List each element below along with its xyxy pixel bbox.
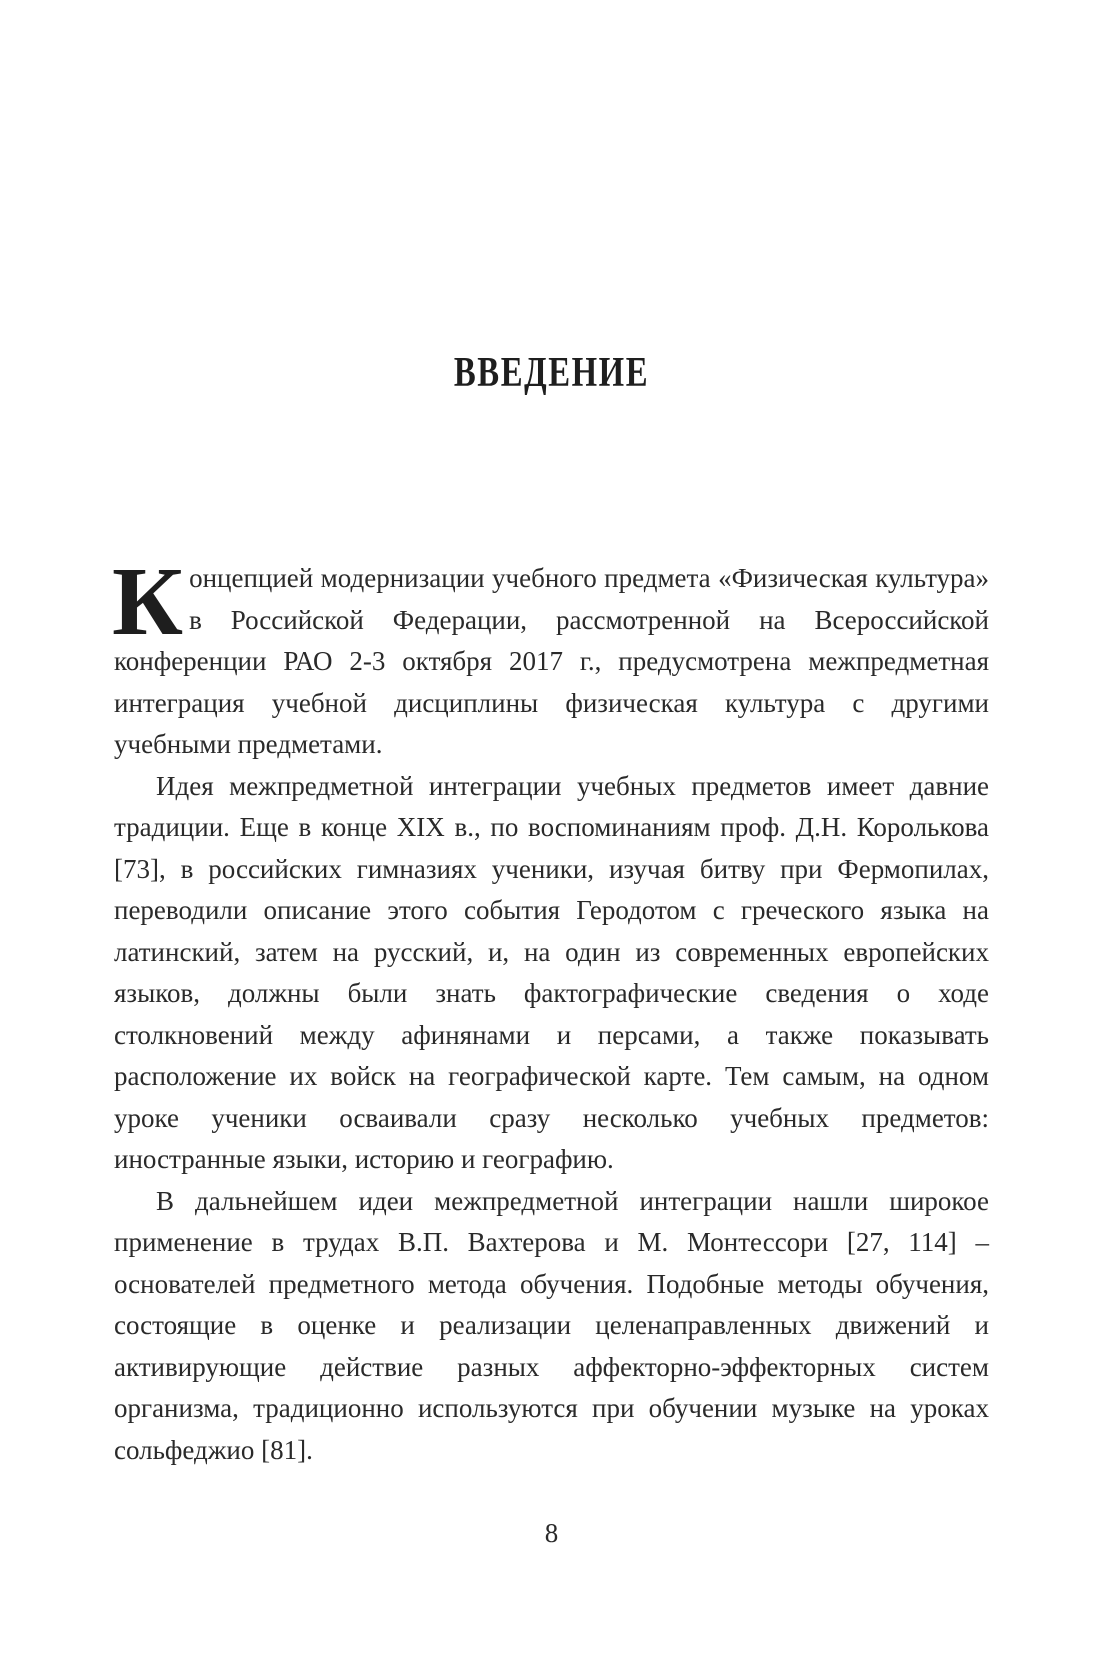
paragraph-2: Идея межпредметной интеграции учебных предметов имеет давние традиции. Еще в конце XIX в., по воспоминаниям проф. Д.Н. Королькова [73], в российских гимназиях ученики, изучая битву при Фермопилах, переводили описание этого события Геродотом с греческого языка на латинский, затем на русский, и, на один из современных европейских языков, должны были знать фактографические сведения о ходе столкновений между афинянами и персами, а также показывать расположение их войск на географической карте. Тем самым, на одном уроке ученики осваивали сразу несколько учебных предметов: иностранные языки, историю и географию.: [114, 770, 989, 1174]
paragraph-1: [112, 548, 989, 766]
body-text: [112, 548, 989, 1471]
page-number: 8: [544, 1518, 559, 1548]
chapter-title: ВВЕДЕНИЕ: [453, 350, 650, 396]
paragraph-3: В дальнейшем идеи межпредметной интеграции нашли широкое применение в трудах В.П. Вахтерова и М. Монтессори [27, 114] – основателей предметного метода обучения. Подобные методы обучения, состоящие в оценке и реализации целенаправленных движений и активирующие действие разных аффекторно-эффекторных систем организма, традиционно используются при обучении музыке на уроках сольфеджио [81].: [114, 1185, 989, 1465]
paragraph-1-text: онцепцией модернизации учебного предмета «Физическая культура» в Российской Федерации, рассмотренной на Всероссийской конференции РАО 2-3 октября 2017 г., предусмотрена межпредметная интеграция учебной дисциплины физическая культура с другими учебными предметами.: [114, 563, 989, 759]
drop-cap-letter: К: [112, 548, 184, 656]
